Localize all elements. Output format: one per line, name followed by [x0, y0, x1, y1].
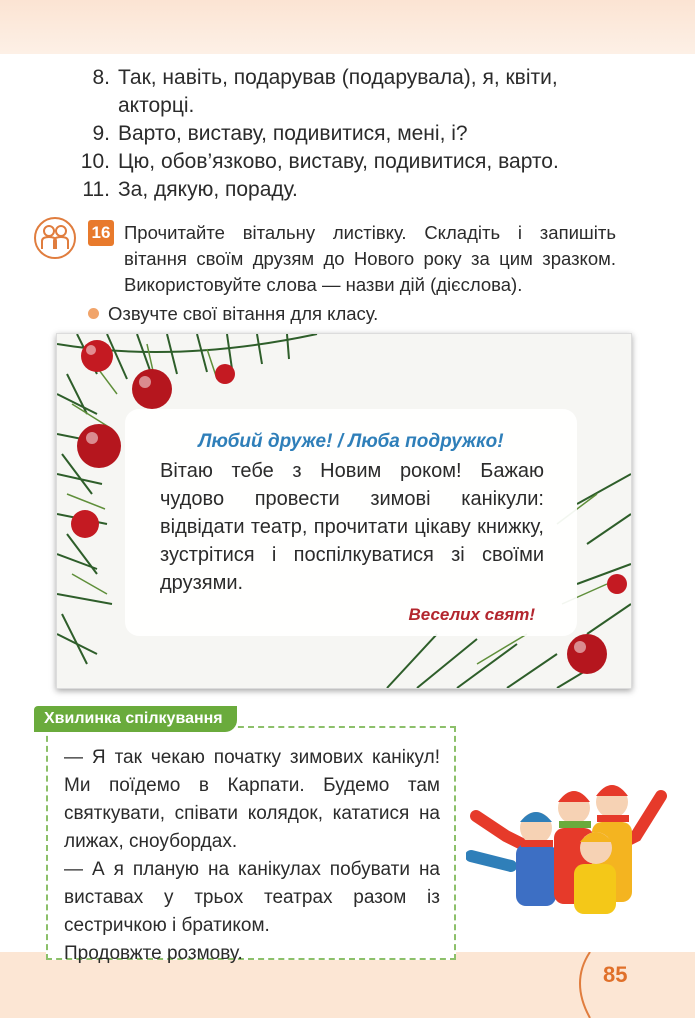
task-instructions: Прочитайте вітальну листівку. Складіть і запишіть вітання своїм друзям до Нового року за цим зразком. Використовуйте слова — назви дій (дієслова).: [124, 222, 616, 295]
greeting-card: [56, 333, 632, 689]
bullet-dot-icon: [88, 308, 99, 319]
list-item: [70, 176, 630, 204]
task-number-badge: 16: [88, 220, 114, 246]
item-text: Так, навіть, подарував (подарувала), я, квіти, акторці.: [118, 66, 558, 117]
dialogue-line: — А я планую на канікулах побувати на виставах у трьох театрах разом із сестричкою і братиком.: [64, 859, 440, 936]
dialogue-box: [46, 726, 456, 964]
list-item: [70, 148, 630, 176]
children-illustration: [466, 766, 670, 916]
item-text: Варто, виставу, подивитися, мені, і?: [118, 122, 468, 145]
pair-work-icon: [34, 217, 76, 259]
list-item: [70, 64, 630, 120]
dialogue-section-label: Хвилинка спілкування: [34, 706, 237, 732]
bullet-instruction: [88, 303, 378, 325]
greeting-sign: Веселих свят!: [408, 605, 535, 624]
item-text: За, дякую, пораду.: [118, 178, 298, 201]
greeting-body: Вітаю тебе з Новим роком! Бажаю чудово провести зимові канікули: відвідати театр, прочитати цікаву книжку, зустрітися і поспілкуватися зі своїми друзями.: [160, 460, 544, 594]
item-number: 10.: [80, 150, 110, 173]
greeting-text-panel: [125, 409, 577, 636]
greeting-title: Любий друже! / Люба подружко!: [198, 431, 504, 452]
page-corner-decoration: [560, 952, 600, 1018]
item-number: 11.: [82, 178, 110, 201]
item-text: Цю, обов’язково, виставу, подивитися, варто.: [118, 150, 559, 173]
item-number: 9.: [92, 122, 110, 145]
bullet-text: Озвучте свої вітання для класу.: [108, 303, 379, 324]
page-number: 85: [603, 962, 628, 987]
list-item: [70, 120, 630, 148]
exercise-list: [70, 64, 630, 204]
dialogue-line: — Я так чекаю початку зимових канікул! Ми поїдемо в Карпати. Будемо там святкувати, співати колядок, кататися на лижах, сноубордах.: [64, 747, 440, 852]
dialogue-text: [64, 744, 440, 968]
top-band: [0, 0, 695, 54]
item-number: 8.: [92, 66, 110, 89]
dialogue-prompt: Продовжте розмову.: [64, 943, 243, 964]
